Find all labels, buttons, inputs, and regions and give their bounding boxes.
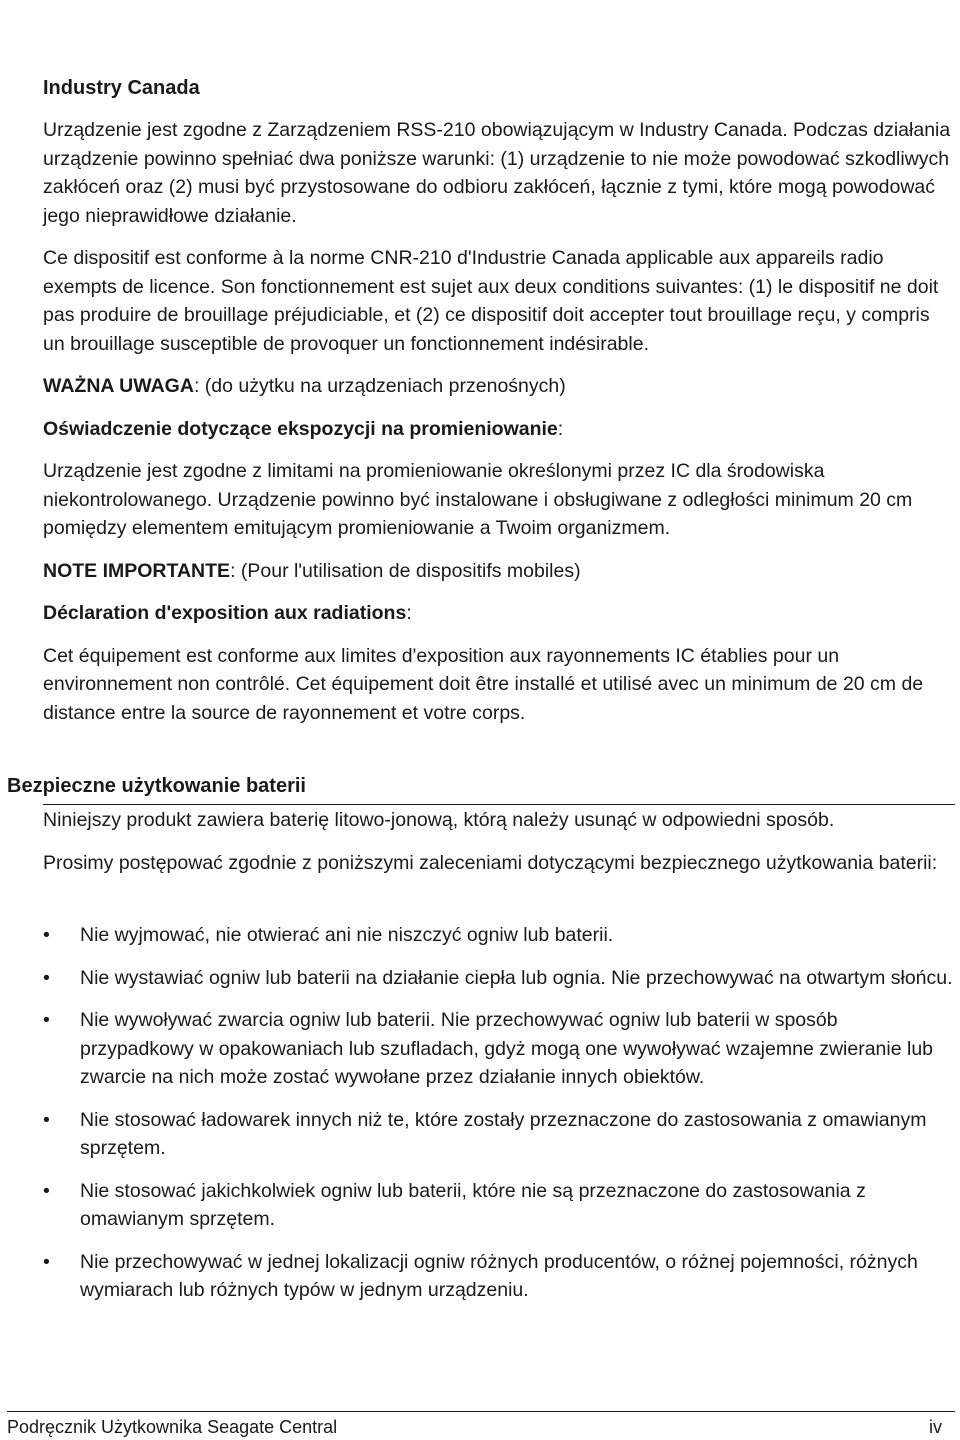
declaration-pl-heading (43, 415, 955, 444)
battery-section-title: Bezpieczne użytkowanie baterii (7, 775, 306, 797)
footer-title: Podręcznik Użytkownika Seagate Central (7, 1417, 338, 1437)
battery-bullet-list (43, 921, 955, 1319)
list-item (43, 921, 955, 950)
industry-canada-section (43, 74, 955, 741)
list-item-text: Nie wywoływać zwarcia ogniw lub baterii. Nie przechowywać ogniw lub baterii w sposób przypadkowy w opakowaniach lub szufladach, gdyż mogą one wywoływać wzajemne zwieranie lub zwarcie na nich może zostać wywołane przez działanie innych obiektów. (80, 1009, 934, 1088)
bullet-icon: • (43, 1108, 50, 1131)
battery-intro: Niniejszy produkt zawiera baterię litowo-jonową, którą należy usunąć w odpowiedni sposób. (43, 809, 835, 831)
list-item-text: Nie stosować jakichkolwiek ogniw lub baterii, które nie są przeznaczone do zastosowania z omawianym sprzętem. (80, 1179, 866, 1230)
declaration-pl-text: Urządzenie jest zgodne z limitami na promieniowanie określonymi przez IC dla środowiska niekontrolowanego. Urządzenie powinno być instalowane i obsługiwane z odległości minimum 20 cm pomiędzy elementem emitującym promieniowanie a Twoim organizmem. (43, 460, 913, 539)
paragraph-fr: Ce dispositif est conforme à la norme CNR-210 d'Industrie Canada applicable aux appareils radio exempts de licence. Son fonctionnement est sujet aux deux conditions suivantes: (1) le dispositif ne doit pas produire de brouillage préjudiciable, et (2) ce dispositif doit accepter tout brouillage reçu, y compris un brouillage susceptible de provoquer un fonctionnement indésirable. (43, 247, 939, 355)
list-item-text: Nie stosować ładowarek innych niż te, które zostały przeznaczone do zastosowania z omawianym sprzętem. (80, 1108, 927, 1159)
declaration-fr-label: Déclaration d'exposition aux radiations (43, 602, 407, 624)
note-fr (43, 557, 955, 586)
list-item (43, 1177, 955, 1234)
section-heading: Industry Canada (43, 77, 200, 99)
note-fr-label: NOTE IMPORTANTE (43, 559, 231, 582)
section-divider (43, 804, 955, 805)
bullet-icon: • (43, 966, 50, 989)
declaration-fr-heading (43, 599, 955, 628)
list-item (43, 1006, 955, 1092)
bullet-icon: • (43, 1009, 50, 1031)
note-pl (43, 372, 955, 401)
note-fr-text: : (Pour l'utilisation de dispositifs mobiles) (230, 559, 581, 582)
bullet-icon: • (43, 924, 50, 946)
list-item-text: Nie wystawiać ogniw lub baterii na działanie ciepła lub ognia. Nie przechowywać na otwartym słońcu. (80, 966, 953, 989)
battery-instructions: Prosimy postępować zgodnie z poniższymi zaleceniami dotyczącymi bezpiecznego użytkowania baterii: (43, 851, 938, 874)
note-pl-label: WAŻNA UWAGA (43, 375, 194, 397)
footer-divider (7, 1411, 955, 1412)
paragraph-pl: Urządzenie jest zgodne z Zarządzeniem RSS-210 obowiązującym w Industry Canada. Podczas działania urządzenie powinno spełniać dwa poniższe warunki: (1) urządzenie to nie może powodować szkodliwych zakłóceń oraz (2) musi być przystosowane do odbioru zakłóceń, łącznie z tymi, które mogą powodować jego nieprawidłowe działanie. (43, 119, 951, 227)
page-number: iv (929, 1417, 942, 1437)
bullet-icon: • (43, 1250, 50, 1273)
declaration-fr-colon: : (406, 602, 412, 624)
note-pl-text: : (do użytku na urządzeniach przenośnych) (193, 375, 566, 397)
list-item (43, 1106, 955, 1163)
list-item-text: Nie wyjmować, nie otwierać ani nie niszczyć ogniw lub baterii. (80, 924, 614, 946)
list-item (43, 1248, 955, 1305)
list-item-text: Nie przechowywać w jednej lokalizacji ogniw różnych producentów, o różnej pojemności, różnych wymiarach lub różnych typów w jednym urządzeniu. (80, 1250, 918, 1301)
declaration-fr-text: Cet équipement est conforme aux limites d'exposition aux rayonnements IC établies pour un environnement non contrôlé. Cet équipement doit être installé et utilisé avec un minimum de 20 cm de distance entre la source de rayonnement et votre corps. (43, 644, 924, 724)
list-item (43, 964, 955, 993)
bullet-icon: • (43, 1179, 50, 1202)
declaration-pl-label: Oświadczenie dotyczące ekspozycji na promieniowanie (43, 417, 558, 440)
battery-section (43, 806, 955, 891)
declaration-pl-colon: : (557, 417, 564, 440)
